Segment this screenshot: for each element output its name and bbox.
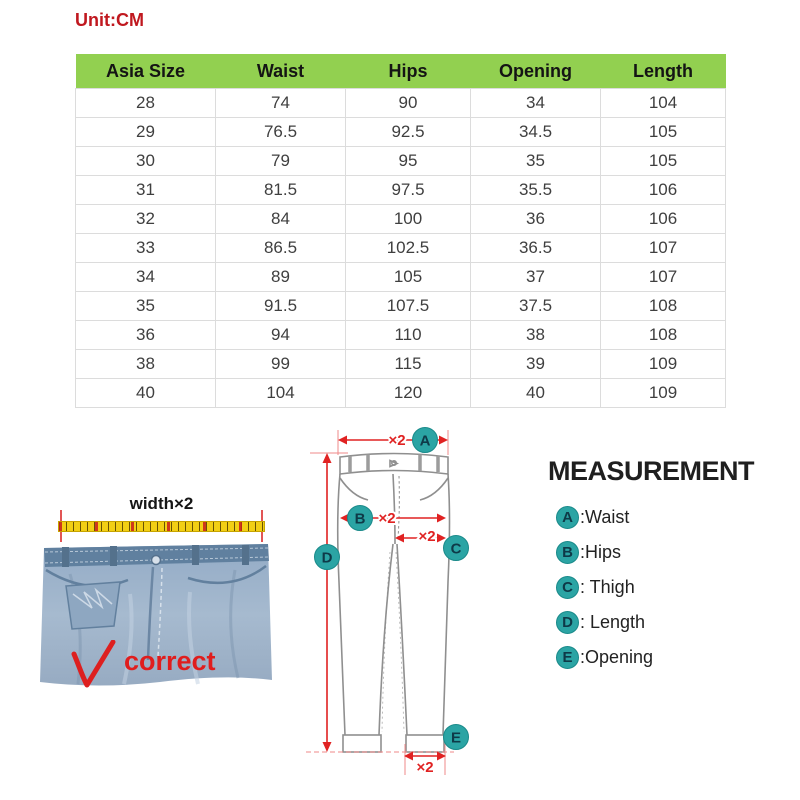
legend-title: MEASUREMENT [548,456,755,486]
table-cell: 79 [216,147,346,176]
jeans-outline [338,454,450,753]
checkmark-icon [70,640,116,688]
thigh-x2-label: ×2 [418,528,436,545]
table-row [76,292,726,321]
table-cell: 97.5 [346,176,471,205]
jeans-measurement-diagram [300,422,485,787]
legend-label: : Length [580,612,646,632]
table-cell: 35 [76,292,216,321]
table-cell: 115 [346,350,471,379]
table-cell: 39 [471,350,601,379]
table-cell: 104 [601,89,726,118]
column-header: Hips [346,54,471,89]
legend-label: :Opening [580,647,654,667]
column-header: Opening [471,54,601,89]
table-cell: 37.5 [471,292,601,321]
table-cell: 29 [76,118,216,147]
marker-a [413,428,438,453]
table-cell: 107 [601,234,726,263]
unit-label: Unit:CM [75,10,144,30]
table-row [76,234,726,263]
table-cell: 106 [601,205,726,234]
table-cell: 36 [76,321,216,350]
svg-text:E: E [450,729,462,747]
table-cell: 37 [471,263,601,292]
table-row [76,263,726,292]
table-cell: 34 [471,89,601,118]
legend-item [556,503,768,532]
table-row [76,176,726,205]
table-cell: 109 [601,350,726,379]
legend-item [556,608,768,637]
length-arrow [323,453,332,752]
legend-label: :Hips [580,542,622,562]
table-cell: 102.5 [346,234,471,263]
opening-x2-label: ×2 [416,759,434,776]
size-table-header [76,54,726,89]
correct-label: correct [124,646,216,676]
table-cell: 74 [216,89,346,118]
legend-items [548,503,768,672]
table-cell: 95 [346,147,471,176]
table-cell: 91.5 [216,292,346,321]
legend-label: :Waist [580,507,630,527]
table-cell: 36 [471,205,601,234]
table-cell: 107.5 [346,292,471,321]
measurement-photo [40,494,272,696]
table-cell: 86.5 [216,234,346,263]
header-row [76,54,726,89]
legend-marker: B [556,541,579,564]
legend-marker: C [556,576,579,599]
table-cell: 110 [346,321,471,350]
table-cell: 34.5 [471,118,601,147]
table-cell: 36.5 [471,234,601,263]
legend-marker: D [556,611,579,634]
table-cell: 89 [216,263,346,292]
column-header: Waist [216,54,346,89]
column-header: Asia Size [76,54,216,89]
svg-text:B: B [354,510,366,528]
table-cell: 107 [601,263,726,292]
table-cell: 100 [346,205,471,234]
table-cell: 81.5 [216,176,346,205]
table-cell: 28 [76,89,216,118]
legend-marker: E [556,646,579,669]
table-cell: 38 [76,350,216,379]
table-row [76,147,726,176]
measurement-legend [548,456,768,678]
table-cell: 33 [76,234,216,263]
marker-e [444,725,469,750]
table-cell: 92.5 [346,118,471,147]
table-cell: 104 [216,379,346,408]
legend-item [556,573,768,602]
table-cell: 30 [76,147,216,176]
diagram-markers [315,428,469,750]
svg-text:A: A [419,432,431,450]
table-cell: 34 [76,263,216,292]
marker-d [315,545,340,570]
table-row [76,321,726,350]
marker-b [348,506,373,531]
legend-item [556,538,768,567]
table-cell: 120 [346,379,471,408]
legend-item [556,643,768,672]
table-cell: 35 [471,147,601,176]
svg-text:C: C [450,540,462,558]
table-cell: 108 [601,321,726,350]
table-cell: 38 [471,321,601,350]
table-cell: 90 [346,89,471,118]
table-cell: 31 [76,176,216,205]
table-cell: 105 [601,118,726,147]
table-cell: 99 [216,350,346,379]
table-row [76,379,726,408]
size-table [75,54,726,408]
table-cell: 40 [471,379,601,408]
table-cell: 35.5 [471,176,601,205]
legend-marker: A [556,506,579,529]
svg-text:D: D [321,549,333,567]
table-row [76,89,726,118]
column-header: Length [601,54,726,89]
marker-c [444,536,469,561]
table-row [76,350,726,379]
table-cell: 105 [601,147,726,176]
table-cell: 76.5 [216,118,346,147]
waist-x2-label: ×2 [388,432,406,449]
table-cell: 94 [216,321,346,350]
width-x2-label: width×2 [129,494,194,513]
table-row [76,205,726,234]
measuring-tape [58,521,265,532]
table-cell: 108 [601,292,726,321]
measure-arrows [323,436,449,761]
table-cell: 109 [601,379,726,408]
table-cell: 32 [76,205,216,234]
table-cell: 84 [216,205,346,234]
table-cell: 105 [346,263,471,292]
hips-x2-label: ×2 [378,510,396,527]
legend-label: : Thigh [580,577,635,597]
table-row [76,118,726,147]
table-cell: 106 [601,176,726,205]
table-cell: 40 [76,379,216,408]
